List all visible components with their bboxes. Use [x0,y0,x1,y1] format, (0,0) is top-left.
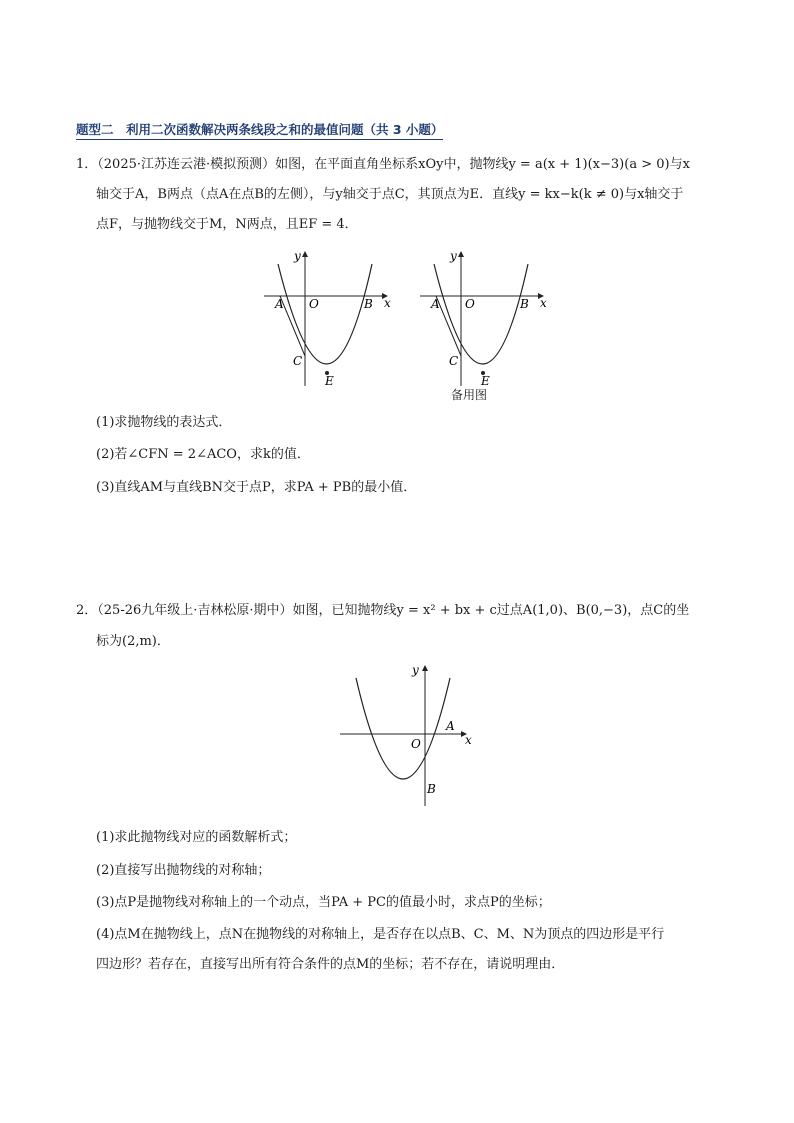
q2-part-1: (1)求此抛物线对应的函数解析式； [96,830,297,845]
label-o: O [309,297,319,311]
q1-part-3: (3)直线AM与直线BN交于点P，求PA + PB的最小值． [96,480,417,495]
q1-part-2: (2)若∠CFN = 2∠ACO，求k的值． [96,447,310,462]
q2-part-2: (2)直接写出抛物线的对称轴； [96,863,271,878]
label-b: B [520,297,529,311]
q2-part-4-line-1: (4)点M在抛物线上，点N在抛物线的对称轴上，是否存在以点B、C、M、N为顶点的四边形是平行 [96,927,665,942]
label-b: B [427,782,436,796]
q2-part-4-line-2: 四边形？若存在，直接写出所有符合条件的点M的坐标；若不存在，请说明理由． [96,957,565,972]
q1-line-1: 1．（2025·江苏连云港·模拟预测）如图，在平面直角坐标系xOy中，抛物线y = a(x + 1)(x−3)(a > 0)与x [76,157,690,172]
q1-figure-backup [418,246,553,391]
q1-line-3: 点F，与抛物线交于M，N两点，且EF = 4． [96,217,358,232]
label-a: A [446,719,455,733]
label-o: O [465,297,475,311]
parabola [278,264,372,364]
label-e: E [325,374,334,388]
label-y: y [450,249,457,263]
q2-line-1: 2．（25-26九年级上·吉林松原·期中）如图，已知抛物线y = x² + bx + c过点A(1,0)、B(0,−3)，点C的坐 [76,603,690,618]
label-y: y [294,249,301,263]
figure-caption: 备用图 [451,388,488,402]
segment-ac [280,296,305,356]
q1-figure-main [262,246,397,391]
label-b: B [364,297,373,311]
q1-line-2: 轴交于A，B两点（点A在点B的左侧），与y轴交于点C，其顶点为E．直线y = kx−k(k ≠ 0)与x轴交于 [96,187,684,202]
label-y: y [412,663,419,677]
label-x: x [540,296,547,310]
q2-figure [336,660,481,810]
parabola [434,264,528,364]
segment-ac [436,296,461,356]
label-c: C [449,354,459,368]
label-o: O [411,737,421,751]
label-e: E [481,374,490,388]
label-x: x [465,733,472,747]
label-x: x [384,296,391,310]
section-title: 题型二 利用二次函数解决两条线段之和的最值问题（共 3 小题） [76,120,443,140]
label-c: C [293,354,303,368]
label-a: A [431,297,440,311]
q1-part-1: (1)求抛物线的表达式． [96,415,232,430]
q2-line-2: 标为(2,m)． [96,634,170,649]
q2-part-3: (3)点P是抛物线对称轴上的一个动点，当PA + PC的值最小时，求点P的坐标； [96,895,551,910]
label-a: A [275,297,284,311]
parabola [356,678,450,779]
